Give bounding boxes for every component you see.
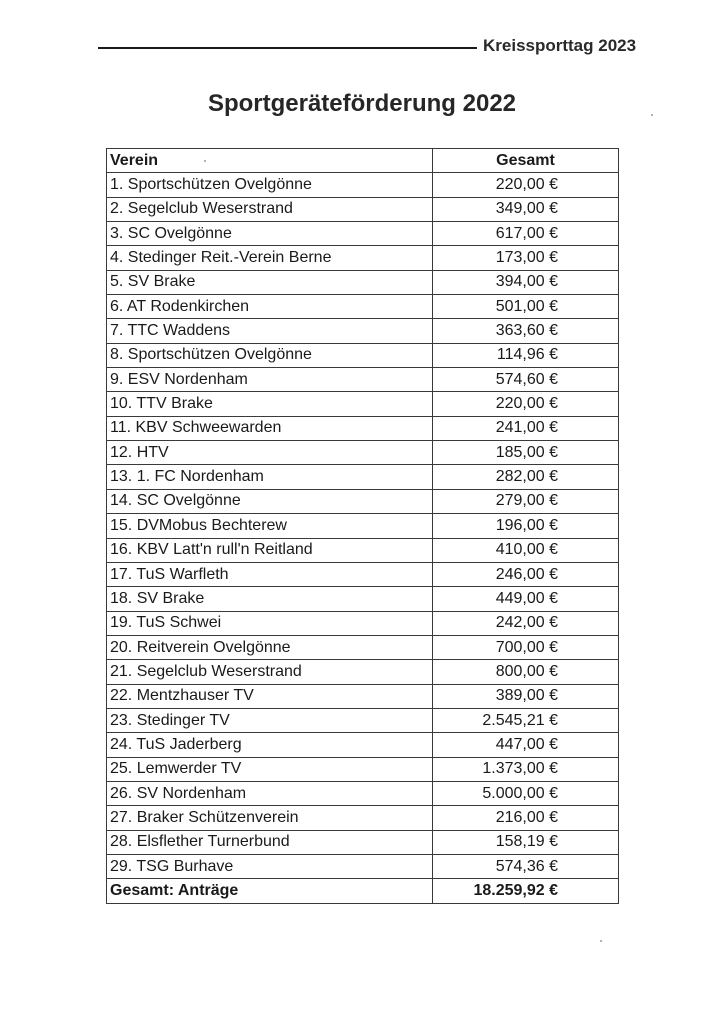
club-name-cell: 22. Mentzhauser TV — [107, 684, 433, 708]
amount-cell: 279,00 € — [433, 489, 619, 513]
amount-cell: 216,00 € — [433, 806, 619, 830]
table-row — [107, 854, 619, 878]
table-row — [107, 514, 619, 538]
club-name-cell: 16. KBV Latt'n rull'n Reitland — [107, 538, 433, 562]
table-row — [107, 757, 619, 781]
table-row — [107, 635, 619, 659]
column-header-club: Verein — [107, 149, 433, 173]
table-row — [107, 611, 619, 635]
table-row — [107, 197, 619, 221]
amount-cell: 185,00 € — [433, 441, 619, 465]
table-row — [107, 392, 619, 416]
table-row — [107, 708, 619, 732]
table-row — [107, 173, 619, 197]
table-row — [107, 733, 619, 757]
amount-cell: 246,00 € — [433, 562, 619, 586]
club-name-cell: 6. AT Rodenkirchen — [107, 295, 433, 319]
amount-cell: 114,96 € — [433, 343, 619, 367]
club-name-cell: 5. SV Brake — [107, 270, 433, 294]
table-row — [107, 465, 619, 489]
table-row — [107, 587, 619, 611]
amount-cell: 1.373,00 € — [433, 757, 619, 781]
table-row — [107, 295, 619, 319]
amount-cell: 5.000,00 € — [433, 781, 619, 805]
table-row — [107, 684, 619, 708]
table-row — [107, 538, 619, 562]
amount-cell: 2.545,21 € — [433, 708, 619, 732]
amount-cell: 501,00 € — [433, 295, 619, 319]
table-row — [107, 806, 619, 830]
club-name-cell: 11. KBV Schweewarden — [107, 416, 433, 440]
club-name-cell: 26. SV Nordenham — [107, 781, 433, 805]
total-amount: 18.259,92 € — [433, 879, 619, 903]
club-name-cell: 17. TuS Warfleth — [107, 562, 433, 586]
amount-cell: 394,00 € — [433, 270, 619, 294]
club-name-cell: 21. Segelclub Weserstrand — [107, 660, 433, 684]
table-row — [107, 343, 619, 367]
club-name-cell: 13. 1. FC Nordenham — [107, 465, 433, 489]
club-name-cell: 12. HTV — [107, 441, 433, 465]
amount-cell: 242,00 € — [433, 611, 619, 635]
table-row — [107, 222, 619, 246]
table-row — [107, 246, 619, 270]
club-name-cell: 1. Sportschützen Ovelgönne — [107, 173, 433, 197]
table-header-row — [107, 149, 619, 173]
amount-cell: 617,00 € — [433, 222, 619, 246]
column-header-total: Gesamt — [433, 149, 619, 173]
club-name-cell: 24. TuS Jaderberg — [107, 733, 433, 757]
club-name-cell: 14. SC Ovelgönne — [107, 489, 433, 513]
total-row — [107, 879, 619, 903]
club-name-cell: 23. Stedinger TV — [107, 708, 433, 732]
club-name-cell: 27. Braker Schützenverein — [107, 806, 433, 830]
amount-cell: 447,00 € — [433, 733, 619, 757]
table-row — [107, 830, 619, 854]
amount-cell: 389,00 € — [433, 684, 619, 708]
header-rule — [98, 47, 477, 49]
club-name-cell: 8. Sportschützen Ovelgönne — [107, 343, 433, 367]
amount-cell: 173,00 € — [433, 246, 619, 270]
table-row — [107, 319, 619, 343]
amount-cell: 449,00 € — [433, 587, 619, 611]
club-name-cell: 3. SC Ovelgönne — [107, 222, 433, 246]
amount-cell: 410,00 € — [433, 538, 619, 562]
amount-cell: 800,00 € — [433, 660, 619, 684]
club-name-cell: 25. Lemwerder TV — [107, 757, 433, 781]
scan-speck — [600, 940, 602, 942]
club-name-cell: 29. TSG Burhave — [107, 854, 433, 878]
table-row — [107, 562, 619, 586]
amount-cell: 196,00 € — [433, 514, 619, 538]
scan-speck — [204, 160, 206, 162]
amount-cell: 220,00 € — [433, 173, 619, 197]
table-row — [107, 781, 619, 805]
club-name-cell: 18. SV Brake — [107, 587, 433, 611]
table-row — [107, 660, 619, 684]
club-name-cell: 7. TTC Waddens — [107, 319, 433, 343]
amount-cell: 282,00 € — [433, 465, 619, 489]
table-row — [107, 270, 619, 294]
document-title: Sportgeräteförderung 2022 — [207, 90, 517, 117]
table-row — [107, 416, 619, 440]
amount-cell: 700,00 € — [433, 635, 619, 659]
club-name-cell: 2. Segelclub Weserstrand — [107, 197, 433, 221]
table-row — [107, 441, 619, 465]
funding-table — [106, 148, 619, 904]
amount-cell: 158,19 € — [433, 830, 619, 854]
amount-cell: 574,36 € — [433, 854, 619, 878]
club-name-cell: 20. Reitverein Ovelgönne — [107, 635, 433, 659]
amount-cell: 363,60 € — [433, 319, 619, 343]
scan-speck — [651, 114, 653, 116]
table-row — [107, 489, 619, 513]
club-name-cell: 19. TuS Schwei — [107, 611, 433, 635]
amount-cell: 220,00 € — [433, 392, 619, 416]
amount-cell: 349,00 € — [433, 197, 619, 221]
amount-cell: 241,00 € — [433, 416, 619, 440]
club-name-cell: 9. ESV Nordenham — [107, 368, 433, 392]
club-name-cell: 10. TTV Brake — [107, 392, 433, 416]
table-row — [107, 368, 619, 392]
total-label: Gesamt: Anträge — [107, 879, 433, 903]
club-name-cell: 28. Elsflether Turnerbund — [107, 830, 433, 854]
club-name-cell: 15. DVMobus Bechterew — [107, 514, 433, 538]
club-name-cell: 4. Stedinger Reit.-Verein Berne — [107, 246, 433, 270]
event-header: Kreissporttag 2023 — [483, 36, 637, 55]
amount-cell: 574,60 € — [433, 368, 619, 392]
